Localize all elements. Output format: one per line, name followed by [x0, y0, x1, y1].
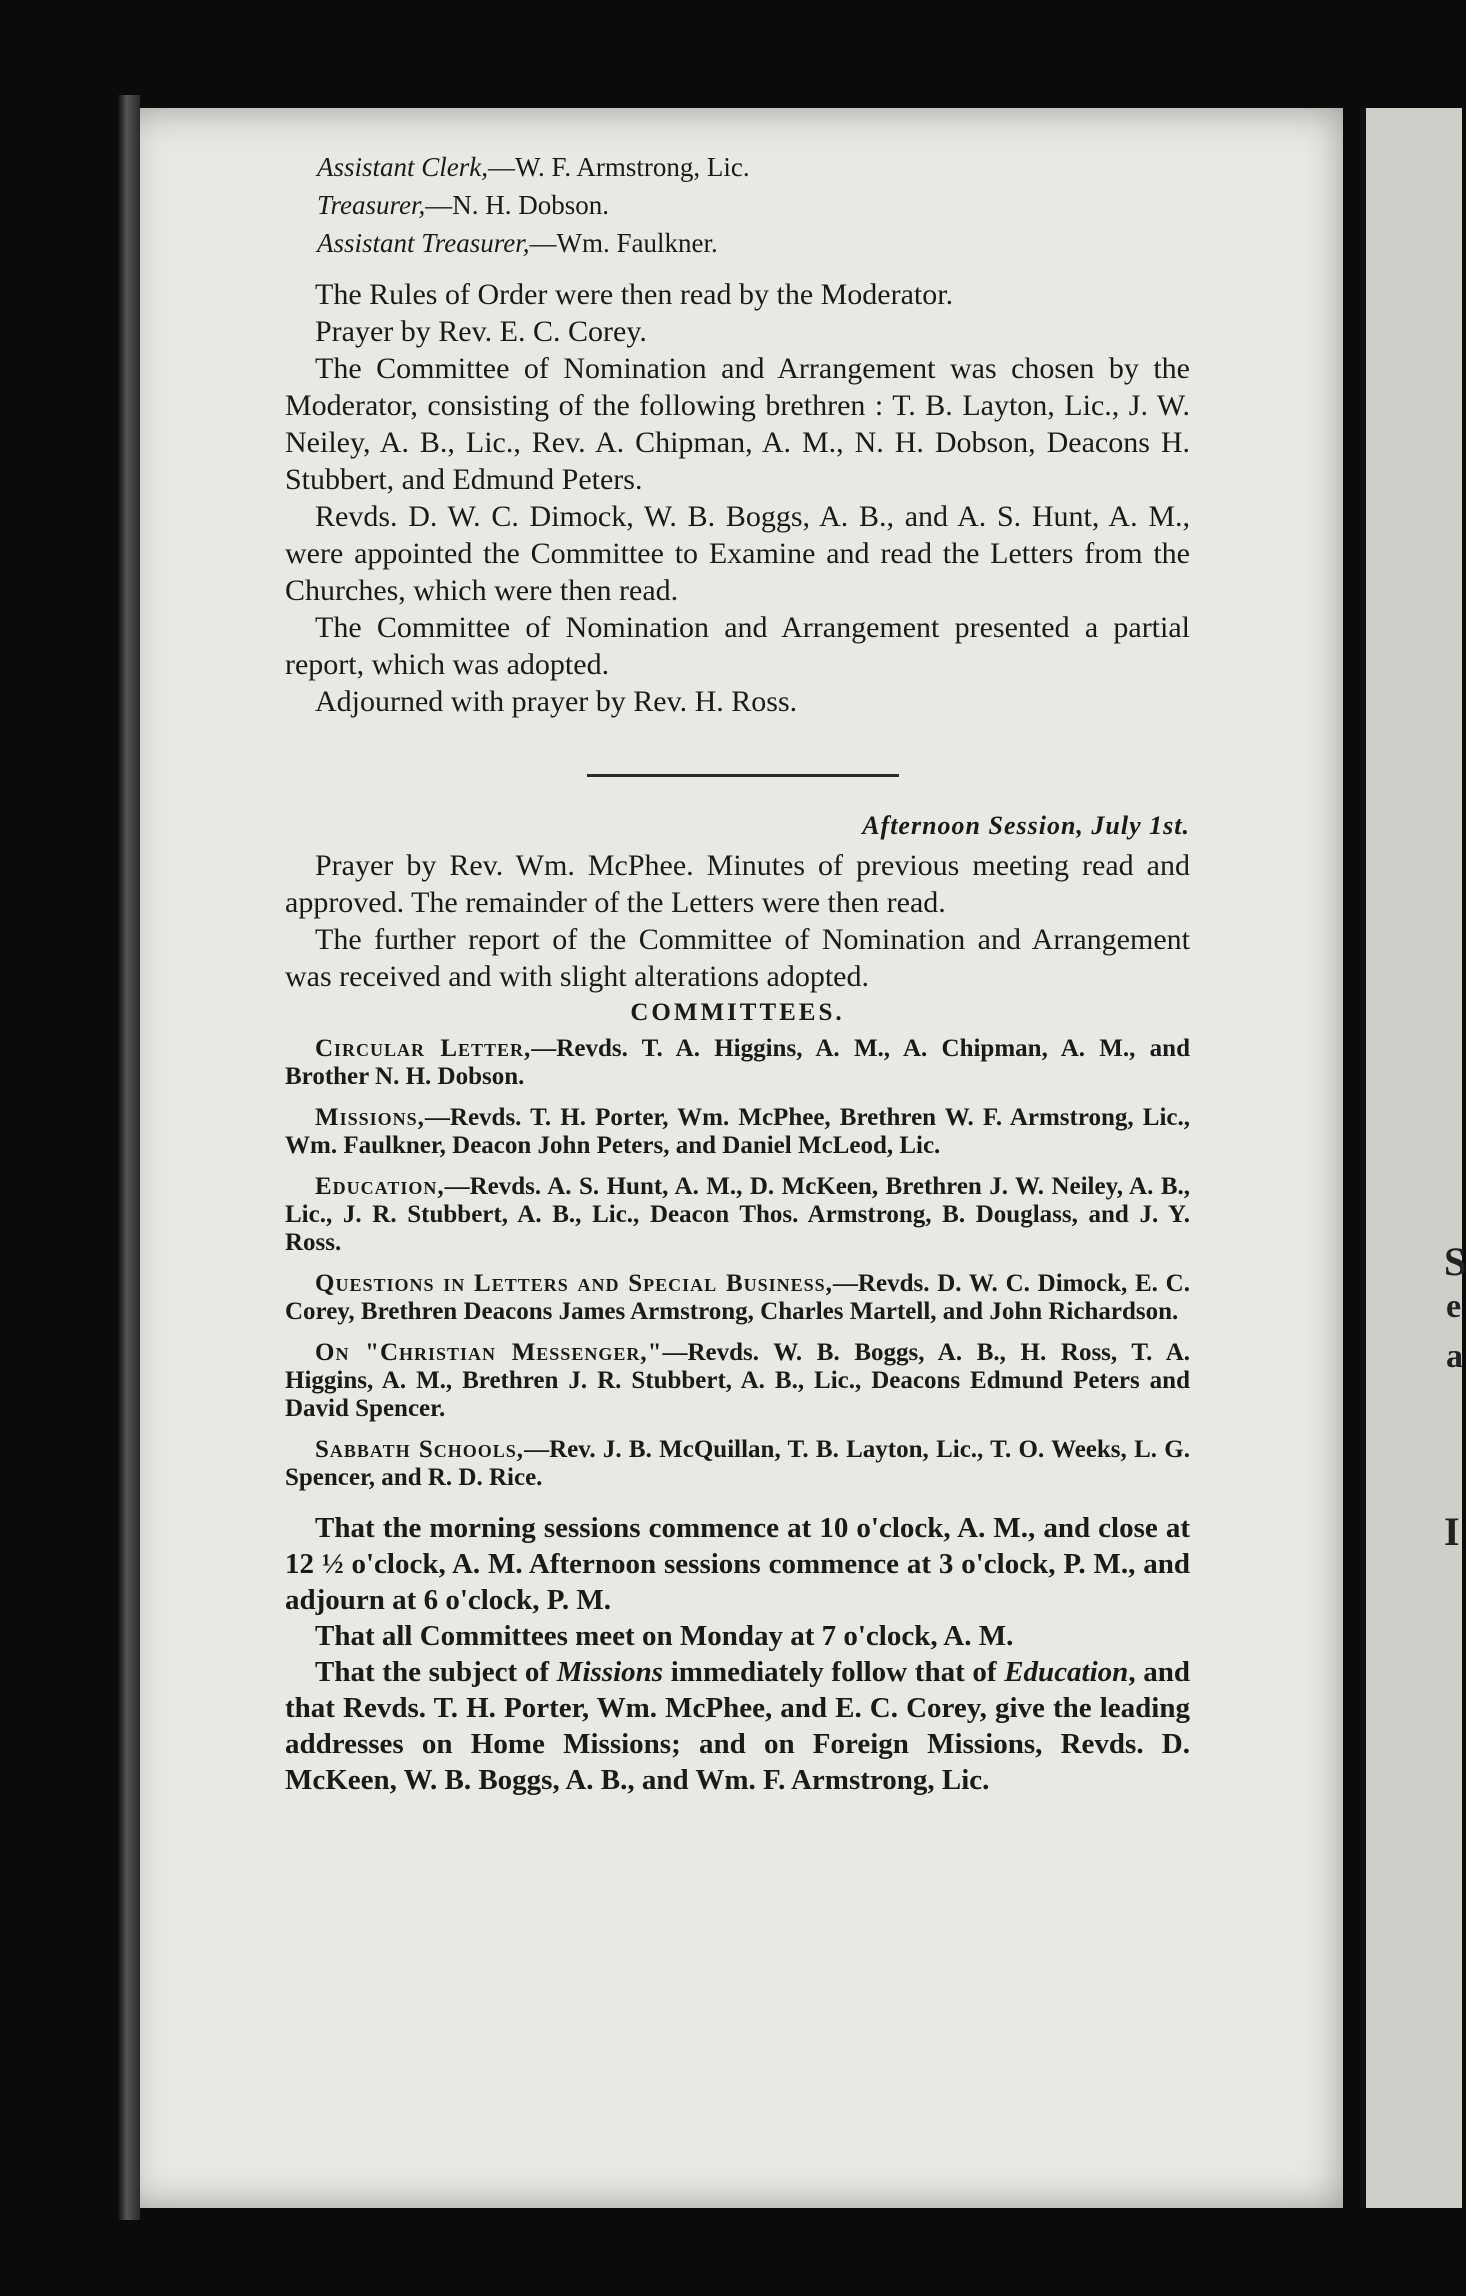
fragment-char: e	[1446, 1288, 1462, 1325]
officer-line	[317, 224, 1190, 262]
section-divider	[587, 774, 899, 777]
committee-entry	[285, 1173, 1190, 1257]
minutes-paragraph: Adjourned with prayer by Rev. H. Ross.	[315, 685, 798, 718]
committee-entry	[285, 1035, 1190, 1091]
minutes-paragraph: Revds. D. W. C. Dimock, W. B. Boggs, A. B., and A. S. Hunt, A. M., were appointed the Committee to Examine and read the Letters from the Churches, which were then read.	[285, 500, 1190, 607]
committee-members: —Rev. J. B. McQuillan, T. B. Layton, Lic., T. O. Weeks, L. G. Spencer, and R. D. Rice.	[285, 1436, 1190, 1491]
resolution-emphasis: Education	[1004, 1656, 1129, 1688]
resolution-text: immediately follow that of	[663, 1656, 1005, 1688]
resolution-paragraph: That all Committees meet on Monday at 7 o'clock, A. M.	[315, 1620, 1014, 1652]
committee-members: —Revds. T. A. Higgins, A. M., A. Chipman, A. M., and Brother N. H. Dobson.	[285, 1035, 1190, 1090]
officer-name: —W. F. Armstrong, Lic.	[488, 152, 750, 182]
minutes-paragraph: The Committee of Nomination and Arrangement was chosen by the Moderator, consisting of the following brethren : T. B. Layton, Lic., J. W. Neiley, A. B., Lic., Rev. A. Chipman, A. M., N. H. Dobson, Deacons H. Stubbert, and Edmund Peters.	[285, 352, 1190, 496]
resolution-paragraph	[285, 1654, 1190, 1798]
committee-name: Questions in Letters and Special Business,	[315, 1270, 833, 1297]
committee-name: Circular Letter,	[315, 1035, 532, 1062]
minutes-paragraph: Prayer by Rev. E. C. Corey.	[315, 315, 647, 348]
resolution-text: That the subject of	[315, 1656, 557, 1688]
officer-role: Assistant Treasurer,	[317, 228, 530, 258]
fragment-char: S	[1444, 1239, 1466, 1284]
committee-members: —Revds. T. H. Porter, Wm. McPhee, Brethren W. F. Armstrong, Lic., Wm. Faulkner, Deacon John Peters, and Daniel McLeod, Lic.	[285, 1104, 1190, 1159]
resolution-text: , and that Revds. T. H. Porter, Wm. McPhee, and E. C. Corey, give the leading addresses on Home Missions; and on Foreign Missions, Revds. D. McKeen, W. B. Boggs, A. B., and Wm. F. Armstrong, Lic.	[285, 1656, 1190, 1796]
resolution-emphasis: Missions	[556, 1656, 664, 1688]
committee-members: —Revds. D. W. C. Dimock, E. C. Corey, Brethren Deacons James Armstrong, Charles Martell, and John Richardson.	[285, 1270, 1190, 1325]
minutes-paragraph: The Rules of Order were then read by the Moderator.	[315, 278, 954, 311]
officer-role: Assistant Clerk,	[317, 152, 489, 182]
minutes-paragraph: The Committee of Nomination and Arrangement presented a partial report, which was adopted.	[285, 611, 1190, 681]
resolution-paragraph: That the morning sessions commence at 10 o'clock, A. M., and close at 12 ½ o'clock, A. M. Afternoon sessions commence at 3 o'clock, P. M., and adjourn at 6 o'clock, P. M.	[285, 1512, 1190, 1616]
committee-entry	[285, 1270, 1190, 1326]
committee-name: Education,	[315, 1173, 445, 1200]
committee-name: Missions,	[315, 1104, 425, 1131]
committee-entry	[285, 1104, 1190, 1160]
committee-entry	[285, 1339, 1190, 1423]
officer-name: —Wm. Faulkner.	[529, 228, 718, 258]
officer-name: —N. H. Dobson.	[425, 190, 610, 220]
officer-line	[317, 148, 1190, 186]
committee-members: —Revds. W. B. Boggs, A. B., H. Ross, T. A. Higgins, A. M., Brethren J. R. Stubbert, A. B., Lic., Deacons Edmund Peters and David Spencer.	[285, 1339, 1191, 1422]
committee-name: Sabbath Schools,	[315, 1436, 525, 1463]
committee-entry	[285, 1436, 1190, 1492]
page-content	[285, 148, 1190, 1798]
officer-role: Treasurer,	[317, 190, 426, 220]
adjacent-page-sliver	[1360, 108, 1466, 2208]
committee-members: —Revds. A. S. Hunt, A. M., D. McKeen, Brethren J. W. Neiley, A. B., Lic., J. R. Stubbert, A. B., Lic., Deacon Thos. Armstrong, B. Douglass, and J. Y. Ross.	[285, 1173, 1190, 1256]
minutes-paragraph: Prayer by Rev. Wm. McPhee. Minutes of previous meeting read and approved. The remainder of the Letters were then read.	[285, 849, 1190, 919]
committees-heading: COMMITTEES.	[630, 999, 845, 1026]
fragment-char: I	[1444, 1509, 1460, 1554]
committee-name: On "Christian Messenger,"	[315, 1339, 663, 1366]
session-heading: Afternoon Session, July 1st.	[862, 811, 1190, 840]
page-gutter	[118, 95, 140, 2220]
officer-line	[317, 186, 1190, 224]
fragment-char: a	[1446, 1338, 1463, 1375]
minutes-paragraph: The further report of the Committee of Nomination and Arrangement was received and with slight alterations adopted.	[285, 923, 1190, 993]
